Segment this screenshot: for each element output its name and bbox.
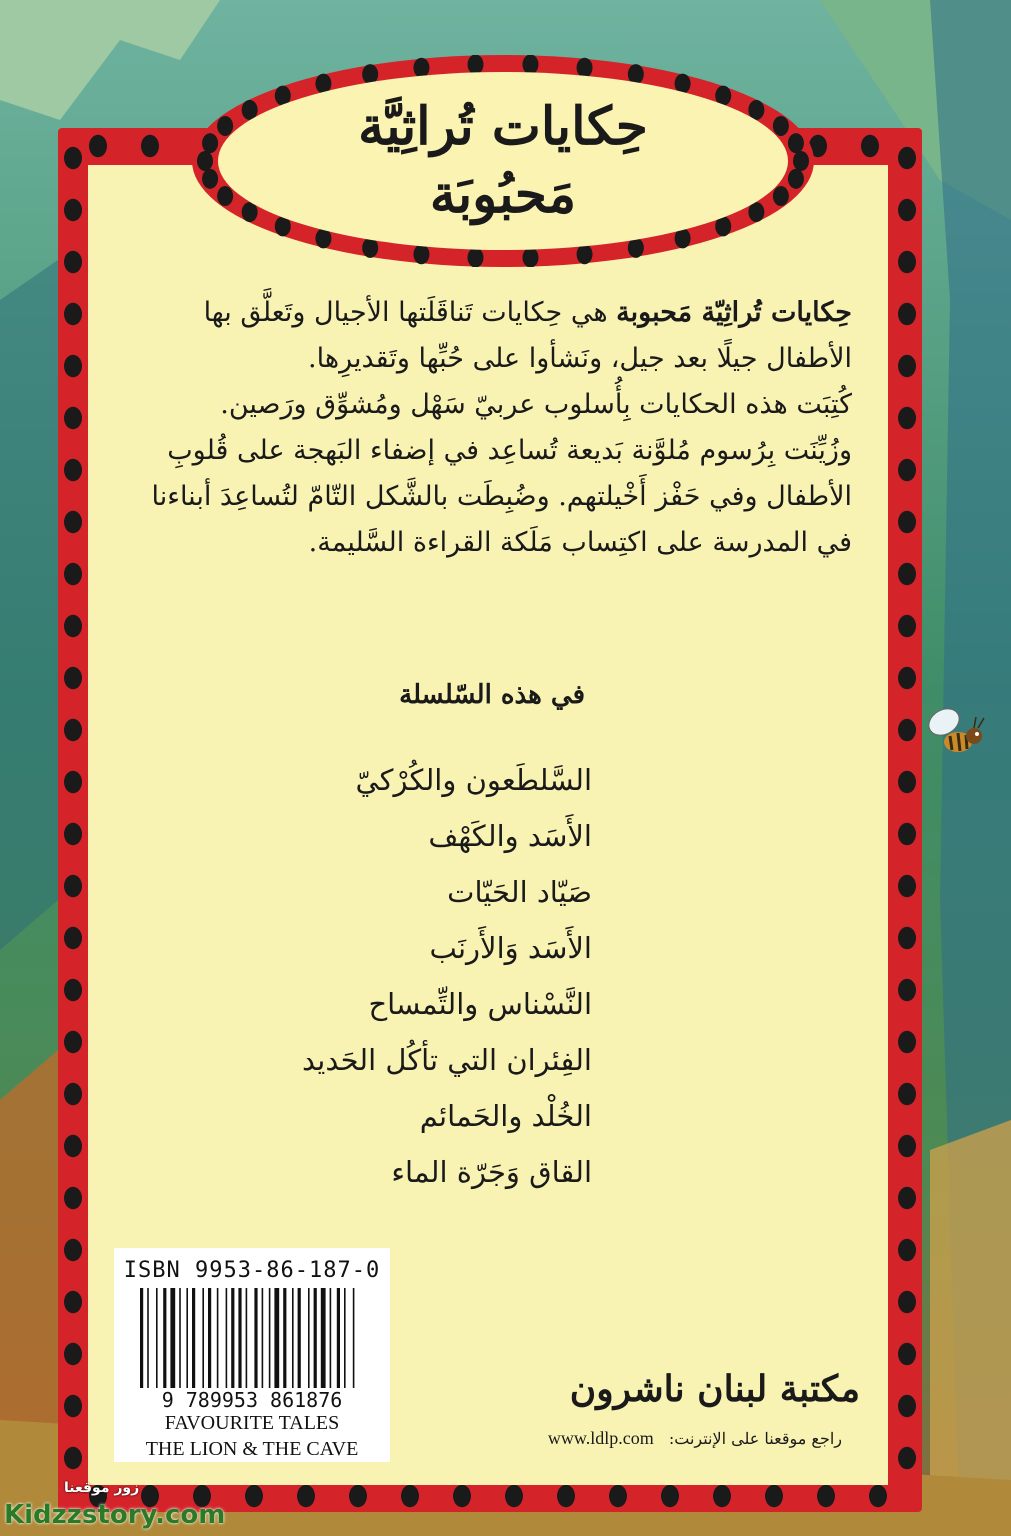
title-line-1: حِكايات تُراثِيَّة xyxy=(358,96,648,157)
polka-dot xyxy=(64,511,82,534)
series-list xyxy=(280,752,592,1200)
barcode-bar xyxy=(208,1288,211,1388)
polka-dot xyxy=(245,1485,263,1508)
polka-dot xyxy=(64,927,82,950)
series-item: الأَسَد وَالأَرنَب xyxy=(429,931,592,965)
polka-dot xyxy=(898,823,916,846)
polka-dot xyxy=(64,979,82,1002)
barcode-bar xyxy=(337,1288,340,1388)
series-heading: في هذه السّلسلة xyxy=(399,680,585,710)
series-item: الفِئران التي تأكُل الحَديد xyxy=(302,1043,592,1077)
polka-dot xyxy=(64,1031,82,1054)
polka-dot xyxy=(64,771,82,794)
polka-dot xyxy=(64,1343,82,1366)
polka-dot xyxy=(64,303,82,326)
series-item: الأَسَد والكَهْف xyxy=(428,819,592,853)
polka-dot xyxy=(817,1485,835,1508)
oval-dot xyxy=(773,186,789,206)
oval-dot xyxy=(468,248,484,267)
polka-dot xyxy=(898,147,916,170)
barcode-bar xyxy=(344,1288,346,1388)
oval-dot xyxy=(197,151,213,171)
oval-dot xyxy=(217,186,233,206)
polka-dot xyxy=(64,355,82,378)
oval-dot xyxy=(202,133,218,153)
polka-dot xyxy=(898,979,916,1002)
polka-dot xyxy=(64,1135,82,1158)
isbn-titles xyxy=(114,1410,390,1462)
polka-dot xyxy=(898,927,916,950)
polka-dot xyxy=(557,1485,575,1508)
polka-dot xyxy=(64,1083,82,1106)
watermark-site[interactable]: Kidzzstory.com xyxy=(4,1500,226,1530)
polka-dot xyxy=(898,1031,916,1054)
series-item: النَّسْناس والتِّمساح xyxy=(368,987,592,1021)
polka-dot xyxy=(765,1485,783,1508)
barcode-bar xyxy=(298,1288,301,1388)
barcode-bar xyxy=(179,1288,181,1388)
polka-dot xyxy=(64,719,82,742)
polka-dot xyxy=(898,1343,916,1366)
bee-icon xyxy=(922,700,992,770)
polka-dot xyxy=(505,1485,523,1508)
polka-dot xyxy=(898,1083,916,1106)
isbn-label: ISBN 9953-86-187-0 xyxy=(123,1258,381,1283)
intro-paragraph-1 xyxy=(150,290,852,382)
barcode-bar xyxy=(217,1288,219,1388)
title-line-2: مَحبُوبَة xyxy=(429,164,577,225)
polka-dot xyxy=(64,407,82,430)
polka-dot xyxy=(898,875,916,898)
polka-dot xyxy=(898,303,916,326)
barcode-number: 9 789953 861876 xyxy=(161,1388,343,1412)
polka-dot xyxy=(64,823,82,846)
website-label: راجع موقعنا على الإنترنت: xyxy=(668,1429,842,1448)
intro-lead: حِكايات تُراثِيّة مَحبوبة xyxy=(616,297,852,328)
book-title-en: THE LION & THE CAVE xyxy=(145,1438,359,1460)
polka-dot xyxy=(64,251,82,274)
barcode-bar xyxy=(140,1288,143,1388)
oval-dot xyxy=(788,133,804,153)
polka-dot xyxy=(64,1291,82,1314)
series-item: الخُلْد والحَمائم xyxy=(419,1099,592,1133)
barcode-bar xyxy=(202,1288,204,1388)
polka-dot xyxy=(64,1395,82,1418)
polka-dot xyxy=(898,199,916,222)
barcode-bar xyxy=(274,1288,279,1388)
polka-dot xyxy=(297,1485,315,1508)
watermark-arabic: زور موقعنا xyxy=(64,1480,140,1496)
oval-dot xyxy=(793,151,809,171)
polka-dot xyxy=(898,1135,916,1158)
polka-dot xyxy=(898,407,916,430)
polka-dot xyxy=(64,1239,82,1262)
barcode-bar xyxy=(231,1288,234,1388)
publisher-name: مكتبة لبنان ناشرون xyxy=(569,1368,860,1410)
polka-dot xyxy=(64,615,82,638)
barcode-bar xyxy=(283,1288,286,1388)
oval-dot xyxy=(773,116,789,136)
polka-dot xyxy=(609,1485,627,1508)
oval-dot xyxy=(522,248,538,267)
polka-dot xyxy=(898,1291,916,1314)
barcode-bar xyxy=(170,1288,175,1388)
intro-text xyxy=(150,290,852,566)
barcode-bar xyxy=(226,1288,228,1388)
oval-dot xyxy=(788,169,804,189)
polka-dot xyxy=(898,459,916,482)
barcode-bar xyxy=(314,1288,317,1388)
polka-dot xyxy=(64,1187,82,1210)
barcode-bar xyxy=(156,1288,158,1388)
polka-dot xyxy=(401,1485,419,1508)
polka-dot xyxy=(898,771,916,794)
polka-dot xyxy=(898,615,916,638)
polka-dot xyxy=(898,1447,916,1470)
barcode-bar xyxy=(292,1288,294,1388)
series-title-en: FAVOURITE TALES xyxy=(164,1412,340,1434)
polka-dot xyxy=(64,459,82,482)
polka-dot xyxy=(349,1485,367,1508)
barcode-bar xyxy=(246,1288,248,1388)
oval-dot xyxy=(628,238,644,258)
polka-dot xyxy=(869,1485,887,1508)
barcode-bar xyxy=(321,1288,326,1388)
oval-dot xyxy=(362,238,378,258)
website-link[interactable]: www.ldlp.com xyxy=(547,1428,654,1448)
polka-dot xyxy=(898,1187,916,1210)
barcode-bar xyxy=(186,1288,188,1388)
website-row xyxy=(440,1428,842,1449)
polka-dot xyxy=(89,135,107,158)
polka-dot xyxy=(898,1239,916,1262)
intro-paragraph-3: وزُيِّنَت بِرُسوم مُلوَّنة بَديعة تُساعِد في إضفاء البَهجة على قُلوبِ الأطفال وفي حَفْز أَخْيلتهم. وضُبِطَت بالشَّكل التّامّ لتُساعِدَ أبناءنا في المدرسة على اكتِساب مَلَكة القراءة السَّليمة. xyxy=(151,435,852,558)
polka-dot xyxy=(64,875,82,898)
barcode-icon xyxy=(138,1288,368,1388)
barcode-bar xyxy=(262,1288,264,1388)
oval-dot xyxy=(577,244,593,264)
barcode-bar xyxy=(254,1288,257,1388)
oval-dot xyxy=(413,244,429,264)
intro-paragraph-2: كُتِبَت هذه الحكايات بِأُسلوب عربيّ سَهْل ومُشوِّق ورَصين. xyxy=(220,389,852,420)
barcode-bar xyxy=(353,1288,355,1388)
polka-dot xyxy=(64,1447,82,1470)
isbn-box xyxy=(114,1248,390,1462)
barcode-bar xyxy=(269,1288,271,1388)
barcode-bar xyxy=(238,1288,241,1388)
polka-dot xyxy=(898,667,916,690)
barcode-bar xyxy=(163,1288,166,1388)
series-item: السَّلطَعون والكُرْكيّ xyxy=(355,763,592,797)
polka-dot xyxy=(898,719,916,742)
polka-dot xyxy=(64,563,82,586)
title-oval xyxy=(218,72,788,250)
polka-dot xyxy=(898,563,916,586)
series-item: صَيّاد الحَيّات xyxy=(447,875,592,909)
polka-dot xyxy=(141,135,159,158)
polka-dot xyxy=(898,511,916,534)
polka-dot xyxy=(898,1395,916,1418)
polka-dot xyxy=(661,1485,679,1508)
polka-dot xyxy=(64,667,82,690)
polka-dot xyxy=(64,199,82,222)
series-item: القاق وَجَرّة الماء xyxy=(391,1155,592,1189)
oval-dot xyxy=(202,169,218,189)
barcode-bar xyxy=(192,1288,195,1388)
polka-dot xyxy=(898,251,916,274)
barcode-bar xyxy=(330,1288,332,1388)
polka-dot xyxy=(898,355,916,378)
intro-paragraph-1-rest: هي حِكايات تَناقَلَتها الأجيال وتَعلَّق بها الأطفال جيلًا بعد جيل، ونَشأوا على حُبِّها وتَقديرِها. xyxy=(203,297,852,374)
barcode-bar xyxy=(147,1288,149,1388)
polka-dot xyxy=(713,1485,731,1508)
barcode-bar xyxy=(308,1288,310,1388)
polka-dot xyxy=(453,1485,471,1508)
oval-dot xyxy=(748,202,764,222)
polka-dot xyxy=(861,135,879,158)
polka-dot xyxy=(64,147,82,170)
